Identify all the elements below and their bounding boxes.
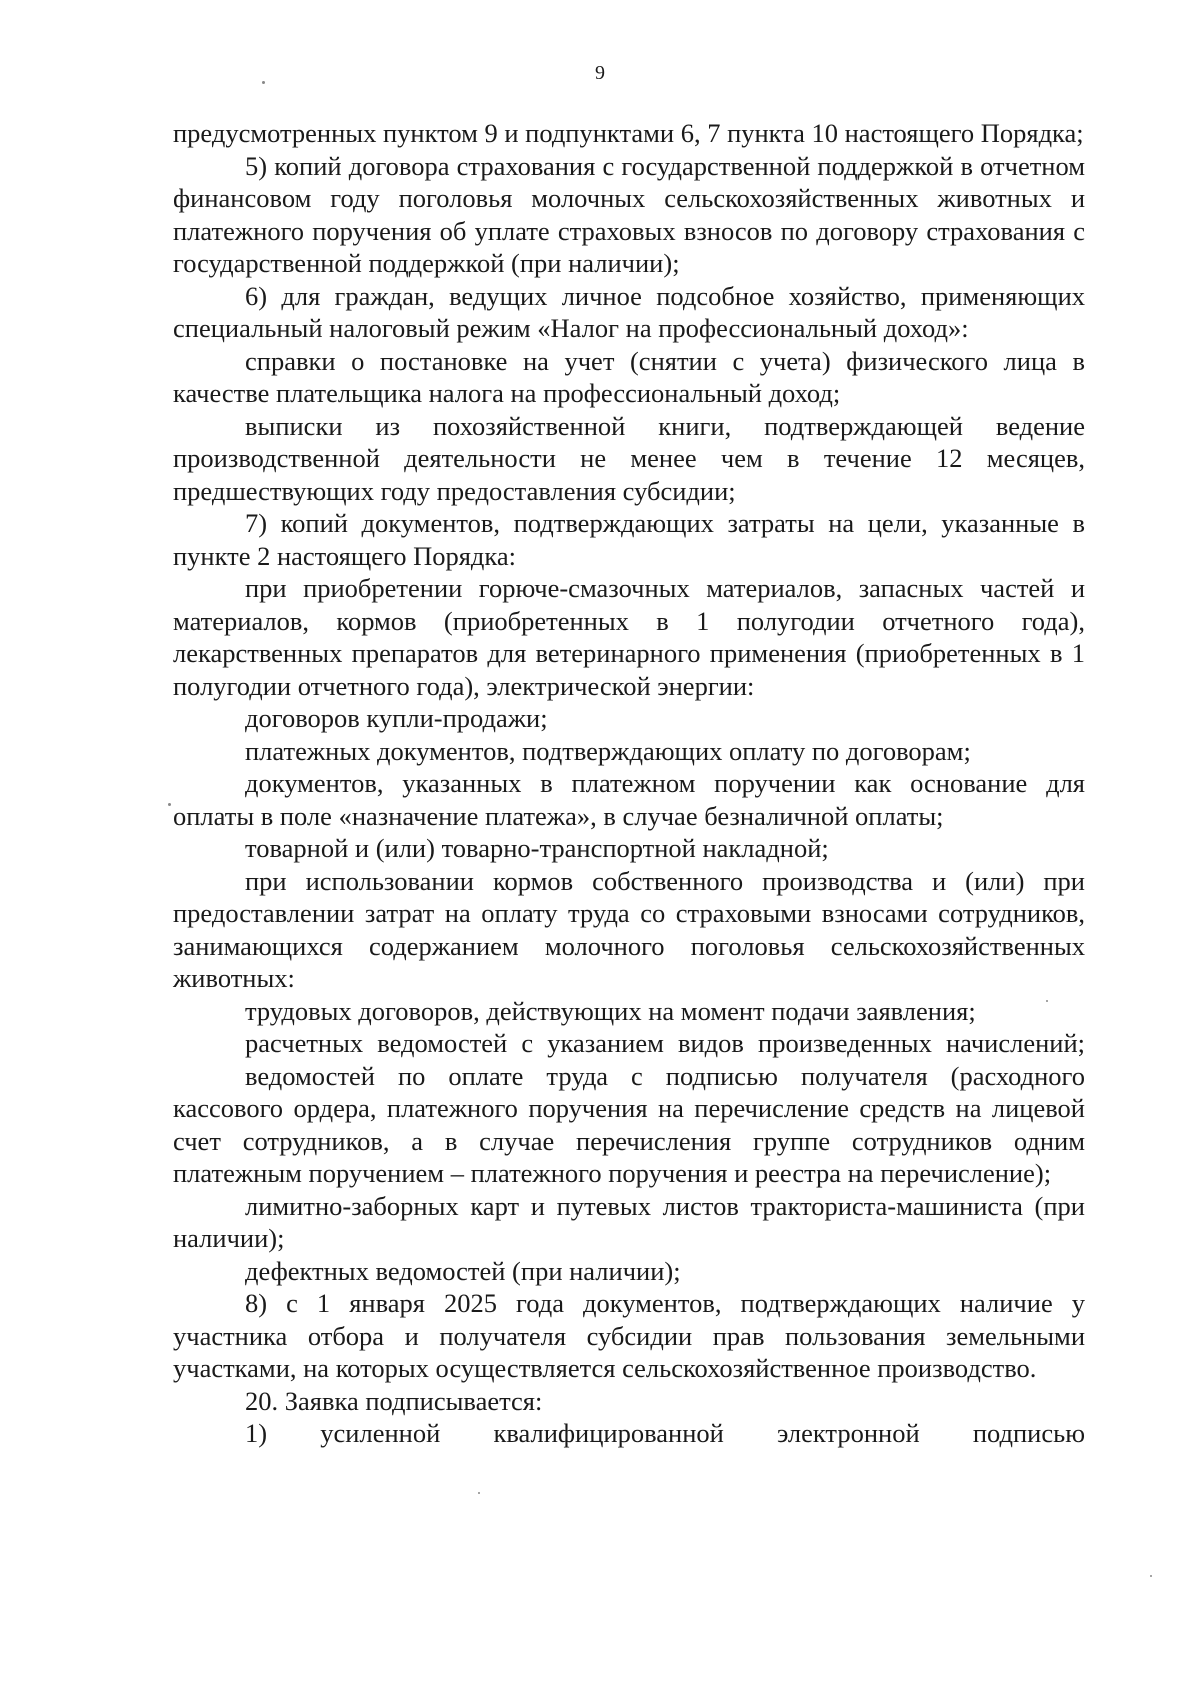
paragraph-item-7-payroll: расчетных ведомостей с указанием видов произведенных начислений; [245, 1028, 1085, 1058]
scan-speck [478, 1492, 480, 1494]
paragraph-item-7-contracts: договоров купли-продажи; [245, 703, 548, 733]
paragraph-item-7-labor-contracts: трудовых договоров, действующих на момент подачи заявления; [245, 995, 976, 1026]
paragraph-item-7-documents: документов, указанных в платежном поручении как основание для оплаты в поле «назначение платежа», в случае безналичной оплаты; [173, 768, 1085, 831]
paragraph-item-7-own-feed: при использовании кормов собственного производства и (или) при предоставлении затрат на оплату труда со страховыми взносами сотрудников, занимающихся содержанием молочного поголовья сельскохозяйственных животных: [173, 865, 1085, 993]
paragraph-item-6-certificate: справки о постановке на учет (снятии с учета) физического лица в качестве плательщика налога на профессиональный доход; [173, 345, 1085, 408]
scan-speck [262, 81, 265, 84]
paragraph-item-7-wage-statements: ведомостей по оплате труда с подписью получателя (расходного кассового ордера, платежного поручения на перечисление средств на лицевой счет сотрудников, а в случае перечисления группе сотрудников одним платежным поручением – платежного поручения и реестра на перечисление); [173, 1060, 1085, 1188]
paragraph-item-7-purchase: при приобретении горюче-смазочных материалов, запасных частей и материалов, кормов (приобретенных в 1 полугодии отчетного года), лекарственных препаратов для ветеринарного применения (приобретенных в 1 полугодии отчетного года), электрической энергии: [173, 573, 1085, 701]
paragraph-item-7-payments: платежных документов, подтверждающих оплату по договорам; [245, 735, 971, 766]
scan-speck [1046, 1000, 1048, 1002]
paragraph-item-7: 7) копий документов, подтверждающих затраты на цели, указанные в пункте 2 настоящего Порядка: [173, 508, 1085, 571]
scan-speck [1150, 1575, 1152, 1577]
paragraph-section-20-item-1: 1) усиленной квалифицированной электронной подписью [245, 1418, 1085, 1448]
paragraph-item-5: 5) копий договора страхования с государственной поддержкой в отчетном финансовом году поголовья молочных сельскохозяйственных животных и платежного поручения об уплате страховых взносов по договору страхования с государственной поддержкой (при наличии); [173, 150, 1085, 278]
paragraph-item-6-extract: выписки из похозяйственной книги, подтверждающей ведение производственной деятельности не менее чем в течение 12 месяцев, предшествующих году предоставления субсидии; [173, 410, 1085, 506]
page-number: 9 [595, 62, 605, 84]
paragraph-item-6: 6) для граждан, ведущих личное подсобное хозяйство, применяющих специальный налоговый режим «Налог на профессиональный доход»: [173, 280, 1085, 343]
document-body [173, 117, 1085, 1450]
paragraph-section-20: 20. Заявка подписывается: [245, 1385, 543, 1416]
paragraph-item-7-limit-cards: лимитно-заборных карт и путевых листов тракториста-машиниста (при наличии); [173, 1190, 1085, 1253]
paragraph-item-7-waybill: товарной и (или) товарно-транспортной накладной; [245, 833, 829, 863]
paragraph-continuation: предусмотренных пунктом 9 и подпунктами 6, 7 пункта 10 настоящего Порядка; [173, 118, 1084, 148]
scan-speck [168, 803, 171, 806]
paragraph-item-7-defect-statements: дефектных ведомостей (при наличии); [245, 1255, 681, 1286]
paragraph-item-8: 8) с 1 января 2025 года документов, подтверждающих наличие у участника отбора и получателя субсидии прав пользования земельными участками, на которых осуществляется сельскохозяйственное производство. [173, 1288, 1085, 1383]
